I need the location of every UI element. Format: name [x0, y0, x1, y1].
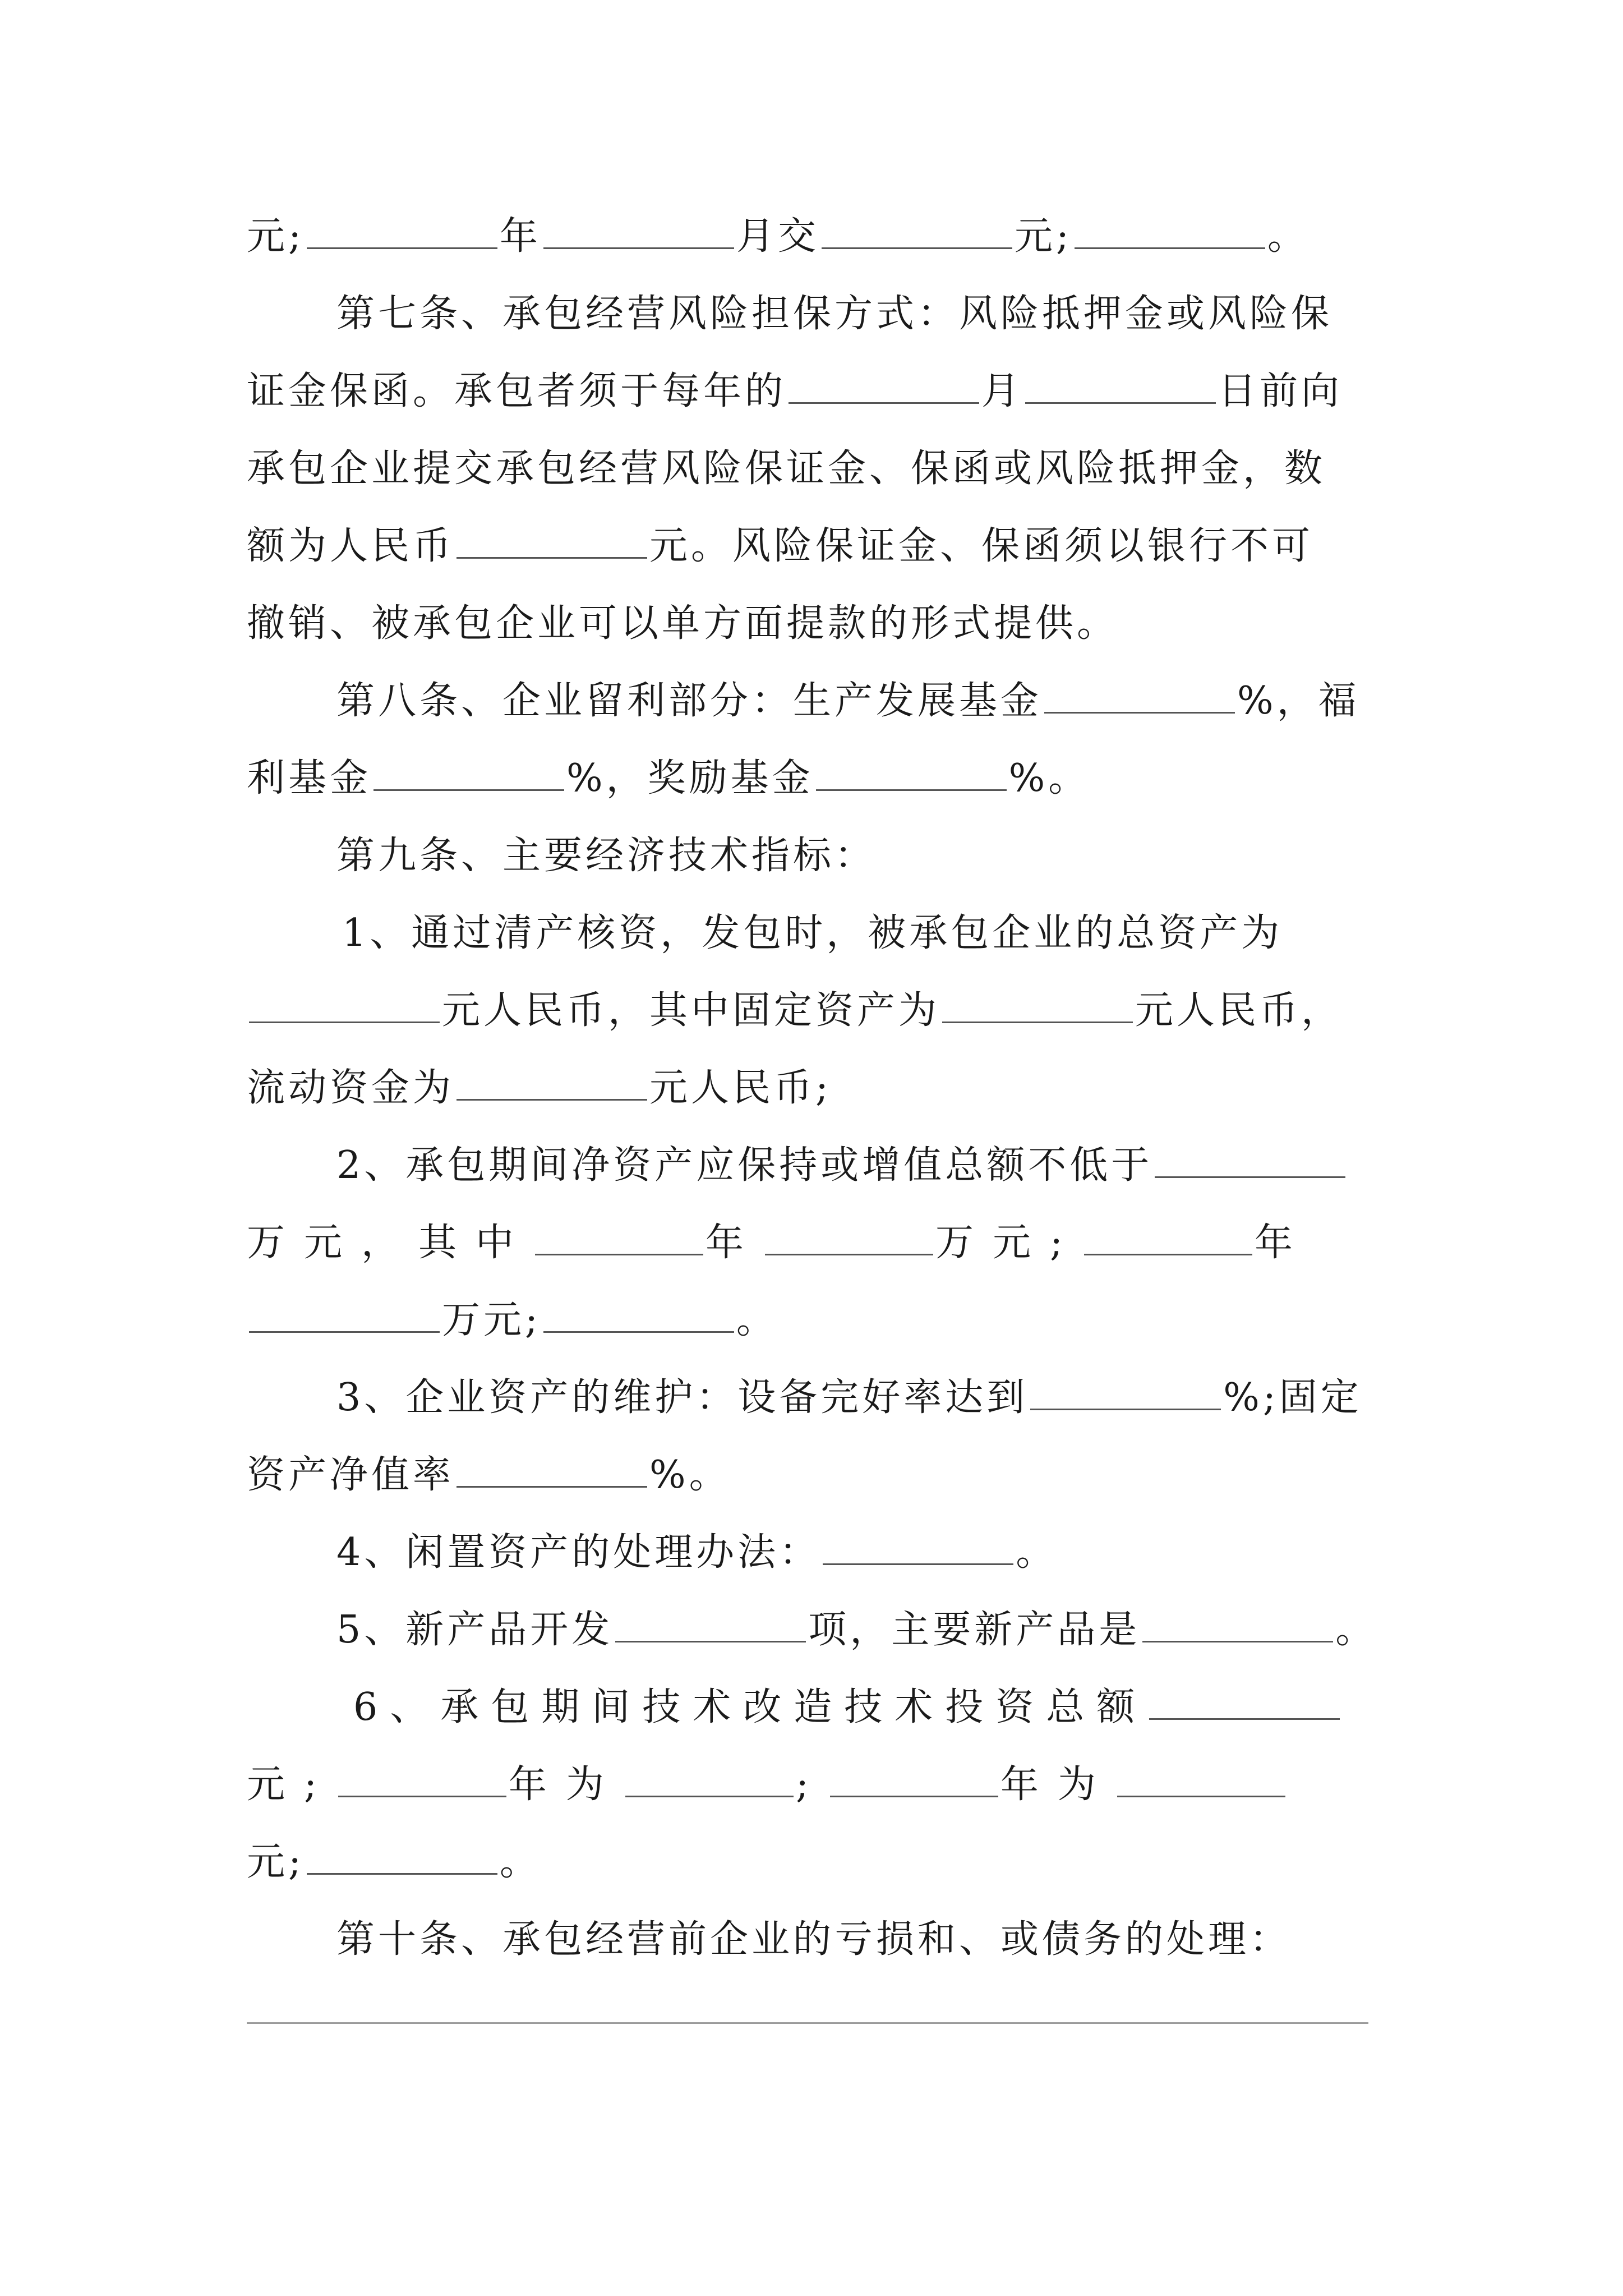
text-segment: %，福 — [1237, 679, 1360, 723]
text-line — [247, 518, 1413, 574]
fill-in-blank — [1142, 1637, 1333, 1642]
fill-in-blank — [1030, 1405, 1221, 1410]
fill-in-blank — [942, 1018, 1133, 1023]
fill-in-blank — [535, 1250, 703, 1255]
fill-in-blank — [307, 1870, 497, 1875]
fill-in-blank — [1025, 399, 1216, 404]
fill-in-blank — [1084, 1250, 1252, 1255]
text-segment: 承包企业提交承包经营风险保证金、保函或风险抵押金，数 — [247, 447, 1326, 491]
text-line — [247, 209, 1413, 265]
text-segment: 第八条、企业留利部分：生产发展基金 — [336, 679, 1043, 723]
text-segment: 第七条、承包经营风险担保方式：风险抵押金或风险保 — [336, 292, 1333, 336]
fill-in-blank — [823, 1560, 1013, 1565]
text-segment: 年 — [499, 214, 541, 259]
text-segment: 元; — [247, 1840, 305, 1884]
fill-in-blank — [822, 244, 1012, 249]
text-segment: 撤销、被承包企业可以单方面提款的形式提供。 — [247, 601, 1119, 646]
fill-in-blank — [765, 1250, 933, 1255]
text-segment: 3、企业资产的维护：设备完好率达到 — [336, 1375, 1029, 1420]
text-segment: 。 — [1267, 214, 1309, 259]
text-segment: 元; — [247, 1763, 336, 1807]
list-item-2 — [336, 1138, 1503, 1194]
text-line — [247, 1215, 1413, 1271]
text-segment: 元人民币， — [1135, 988, 1343, 1033]
fill-in-blank — [457, 1483, 647, 1488]
text-line — [247, 751, 1413, 807]
list-item-1 — [342, 905, 1509, 961]
fill-in-blank — [615, 1637, 806, 1642]
text-segment: 万元; — [442, 1298, 541, 1342]
text-segment: %。 — [649, 1453, 731, 1497]
text-line — [247, 1447, 1413, 1503]
text-line — [247, 1834, 1413, 1890]
text-segment: 。 — [1335, 1608, 1377, 1652]
text-segment: 年为 — [508, 1763, 623, 1807]
list-item-3 — [336, 1370, 1503, 1426]
text-segment: 。 — [736, 1298, 778, 1342]
text-segment: 资产净值率 — [247, 1453, 455, 1497]
text-segment: 利基金 — [247, 756, 372, 800]
text-segment: 元; — [247, 214, 305, 259]
fill-in-blank — [789, 399, 979, 404]
text-line — [247, 364, 1413, 420]
text-segment: 日前向 — [1218, 369, 1343, 413]
text-segment: 。 — [1016, 1530, 1058, 1575]
text-segment: %;固定 — [1223, 1375, 1362, 1420]
text-line — [247, 1292, 1413, 1349]
text-line — [247, 596, 1413, 652]
fill-in-blank — [1117, 1792, 1285, 1797]
text-segment: 。 — [499, 1840, 541, 1884]
text-line — [247, 1757, 1413, 1813]
fill-in-blank — [543, 244, 734, 249]
fill-in-blank — [457, 554, 647, 559]
fill-in-blank — [1149, 1715, 1340, 1720]
fill-in-blank — [543, 1328, 734, 1333]
text-segment: 月 — [981, 369, 1023, 413]
list-item-6 — [353, 1680, 1520, 1736]
text-segment: 5、新产品开发 — [336, 1608, 614, 1652]
text-segment: %，奖励基金 — [566, 756, 814, 800]
text-segment: 第十条、承包经营前企业的亏损和、或债务的处理： — [336, 1917, 1292, 1962]
text-segment: 2、承包期间净资产应保持或增值总额不低于 — [336, 1143, 1153, 1188]
text-segment: 1、通过清产核资，发包时，被承包企业的总资产为 — [342, 911, 1283, 955]
text-segment: 第九条、主要经济技术指标： — [336, 834, 877, 878]
fill-in-blank — [249, 1328, 440, 1333]
text-segment: 额为人民币 — [247, 524, 455, 568]
fill-in-blank — [338, 1792, 506, 1797]
text-segment: ; — [795, 1763, 828, 1807]
long-fill-in-rule — [247, 2022, 1368, 2024]
text-segment: 4、闲置资产的处理办法： — [336, 1530, 821, 1575]
text-line — [247, 983, 1413, 1039]
article-7-heading — [336, 286, 1503, 342]
text-segment: 项，主要新产品是 — [808, 1608, 1141, 1652]
fill-in-blank — [307, 244, 497, 249]
text-segment: 元人民币; — [649, 1066, 832, 1110]
article-9-heading — [336, 828, 1503, 884]
text-segment: 年 — [706, 1221, 763, 1265]
text-segment: 万元; — [935, 1221, 1082, 1265]
fill-in-blank — [625, 1792, 794, 1797]
text-segment: 元; — [1014, 214, 1072, 259]
fill-in-blank — [374, 786, 564, 791]
list-item-4 — [336, 1525, 1503, 1581]
text-segment: 元人民币，其中固定资产为 — [442, 988, 940, 1033]
fill-in-blank — [1075, 244, 1265, 249]
fill-in-blank — [1044, 708, 1235, 714]
fill-in-blank — [249, 1018, 440, 1023]
text-segment: %。 — [1008, 756, 1090, 800]
text-segment: 证金保函。承包者须于每年的 — [247, 369, 787, 413]
fill-in-blank — [1155, 1173, 1345, 1178]
text-segment: 年为 — [1000, 1763, 1115, 1807]
list-item-5 — [336, 1602, 1503, 1658]
text-segment: 6、承包期间技术改造技术投资总额 — [353, 1685, 1147, 1729]
fill-in-blank — [816, 786, 1007, 791]
text-segment: 年 — [1254, 1221, 1312, 1265]
text-line — [247, 441, 1413, 497]
text-segment: 流动资金为 — [247, 1066, 455, 1110]
fill-in-blank — [830, 1792, 998, 1797]
text-segment: 万元，其中 — [247, 1221, 533, 1265]
text-segment: 元。风险保证金、保函须以银行不可 — [649, 524, 1314, 568]
fill-in-blank — [457, 1096, 647, 1101]
text-segment: 月交 — [736, 214, 819, 259]
text-line — [247, 1060, 1413, 1116]
article-10-heading — [336, 1912, 1503, 1968]
article-8-heading — [336, 673, 1503, 729]
